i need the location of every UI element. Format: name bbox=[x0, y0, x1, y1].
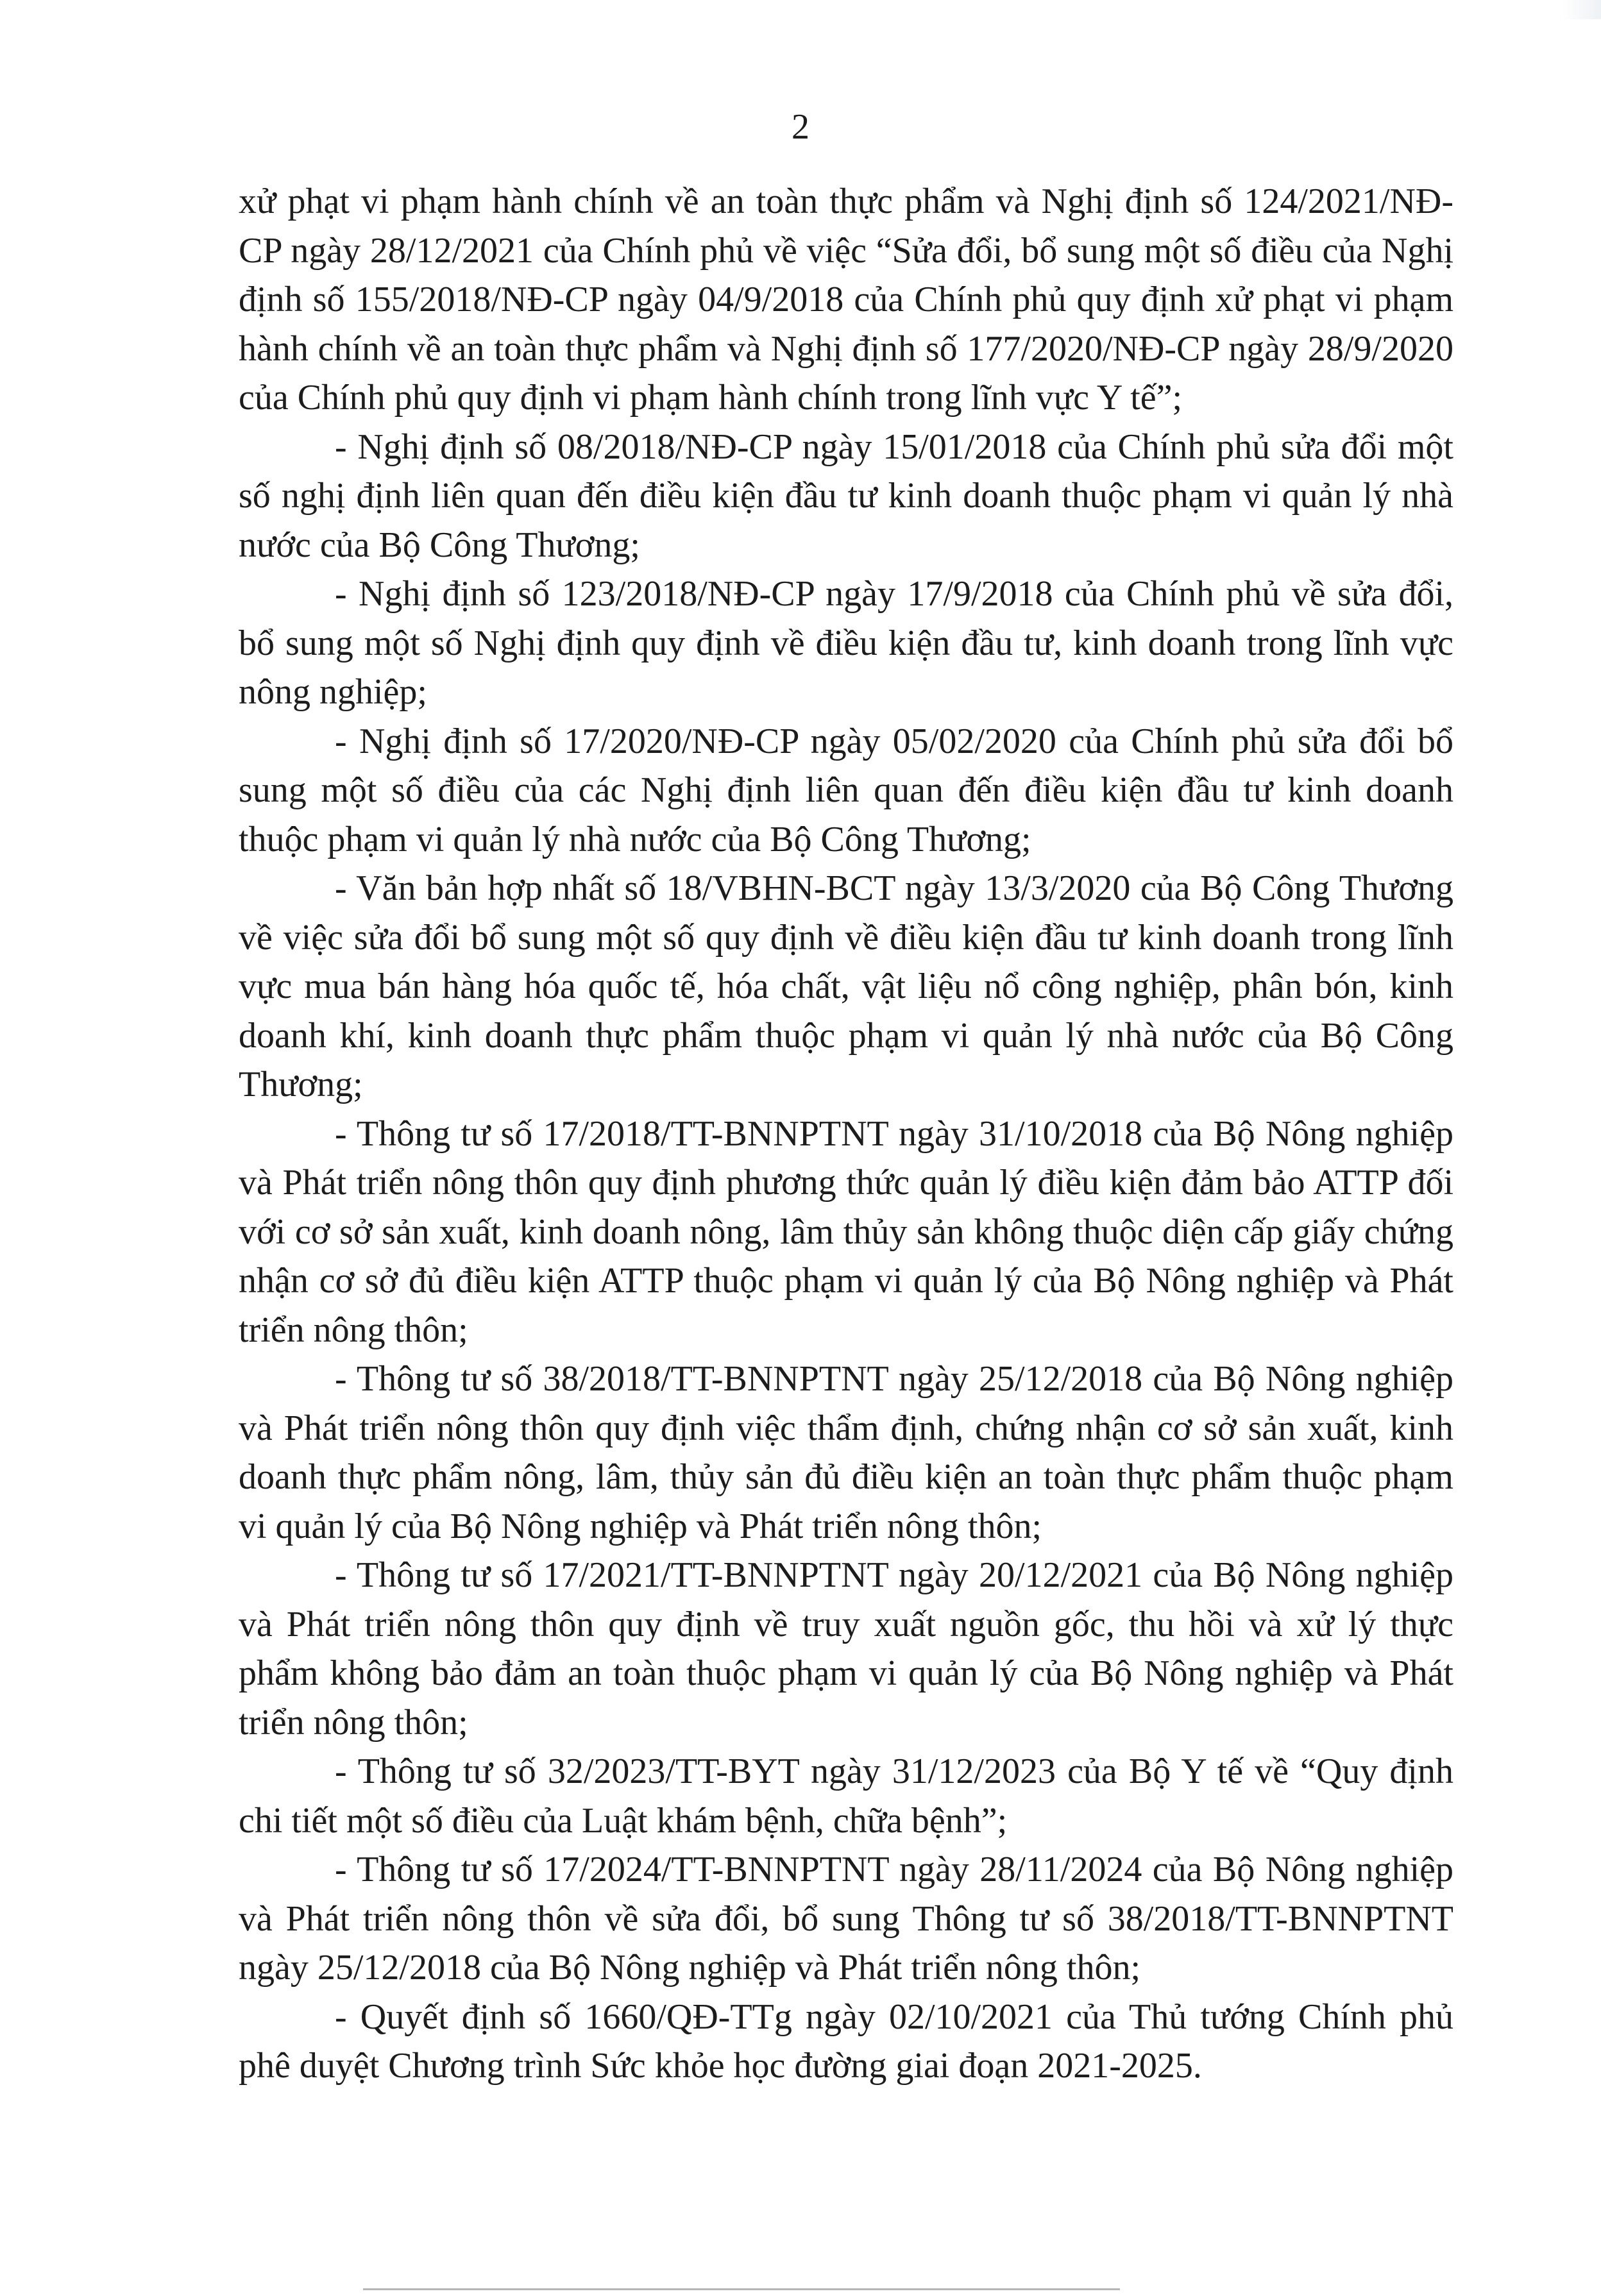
paragraph-legal-basis-3: - Nghị định số 17/2020/NĐ-CP ngày 05/02/2020 của Chính phủ sửa đổi bổ sung một số điều của các Nghị định liên quan đến điều kiện đầu tư kinh doanh thuộc phạm vi quản lý nhà nước của Bộ Công Thương; bbox=[239, 721, 1453, 859]
scan-edge-shading bbox=[1563, 0, 1601, 19]
paragraph-legal-basis-2: - Nghị định số 123/2018/NĐ-CP ngày 17/9/2018 của Chính phủ về sửa đổi, bổ sung một số Nghị định quy định về điều kiện đầu tư, kinh doanh trong lĩnh vực nông nghiệp; bbox=[239, 574, 1453, 712]
paragraph-legal-basis-5: - Thông tư số 17/2018/TT-BNNPTNT ngày 31/10/2018 của Bộ Nông nghiệp và Phát triển nông thôn quy định phương thức quản lý điều kiện đảm bảo ATTP đối với cơ sở sản xuất, kinh doanh nông, lâm thủy sản không thuộc diện cấp giấy chứng nhận cơ sở đủ điều kiện ATTP thuộc phạm vi quản lý của Bộ Nông nghiệp và Phát triển nông thôn; bbox=[239, 1113, 1453, 1350]
document-body bbox=[239, 177, 1453, 2091]
paragraph-legal-basis-8: - Thông tư số 32/2023/TT-BYT ngày 31/12/2023 của Bộ Y tế về “Quy định chi tiết một số điều của Luật khám bệnh, chữa bệnh”; bbox=[239, 1752, 1453, 1841]
paragraph-legal-basis-1: - Nghị định số 08/2018/NĐ-CP ngày 15/01/2018 của Chính phủ sửa đổi một số nghị định liên quan đến điều kiện đầu tư kinh doanh thuộc phạm vi quản lý nhà nước của Bộ Công Thương; bbox=[239, 426, 1453, 565]
paragraph-legal-basis-9: - Thông tư số 17/2024/TT-BNNPTNT ngày 28/11/2024 của Bộ Nông nghiệp và Phát triển nông thôn về sửa đổi, bổ sung Thông tư số 38/2018/TT-BNNPTNT ngày 25/12/2018 của Bộ Nông nghiệp và Phát triển nông thôn; bbox=[239, 1850, 1453, 1988]
paragraph-legal-basis-6: - Thông tư số 38/2018/TT-BNNPTNT ngày 25/12/2018 của Bộ Nông nghiệp và Phát triển nông thôn quy định việc thẩm định, chứng nhận cơ sở sản xuất, kinh doanh thực phẩm nông, lâm, thủy sản đủ điều kiện an toàn thực phẩm thuộc phạm vi quản lý của Bộ Nông nghiệp và Phát triển nông thôn; bbox=[239, 1359, 1453, 1546]
bottom-divider bbox=[363, 2288, 1120, 2290]
paragraph-legal-basis-7: - Thông tư số 17/2021/TT-BNNPTNT ngày 20/12/2021 của Bộ Nông nghiệp và Phát triển nông thôn quy định về truy xuất nguồn gốc, thu hồi và xử lý thực phẩm không bảo đảm an toàn thuộc phạm vi quản lý của Bộ Nông nghiệp và Phát triển nông thôn; bbox=[239, 1555, 1453, 1743]
page-number: 2 bbox=[792, 107, 809, 147]
paragraph-continuation: xử phạt vi phạm hành chính về an toàn thực phẩm và Nghị định số 124/2021/NĐ-CP ngày 28/12/2021 của Chính phủ về việc “Sửa đổi, bổ sung một số điều của Nghị định số 155/2018/NĐ-CP ngày 04/9/2018 của Chính phủ quy định xử phạt vi phạm hành chính về an toàn thực phẩm và Nghị định số 177/2020/NĐ-CP ngày 28/9/2020 của Chính phủ quy định vi phạm hành chính trong lĩnh vực Y tế”; bbox=[239, 181, 1453, 418]
paragraph-legal-basis-10: - Quyết định số 1660/QĐ-TTg ngày 02/10/2021 của Thủ tướng Chính phủ phê duyệt Chương trình Sức khỏe học đường giai đoạn 2021-2025. bbox=[239, 1996, 1453, 2086]
paragraph-legal-basis-4: - Văn bản hợp nhất số 18/VBHN-BCT ngày 13/3/2020 của Bộ Công Thương về việc sửa đổi bổ sung một số quy định về điều kiện đầu tư kinh doanh trong lĩnh vực mua bán hàng hóa quốc tế, hóa chất, vật liệu nổ công nghiệp, phân bón, kinh doanh khí, kinh doanh thực phẩm thuộc phạm vi quản lý nhà nước của Bộ Công Thương; bbox=[239, 868, 1453, 1104]
